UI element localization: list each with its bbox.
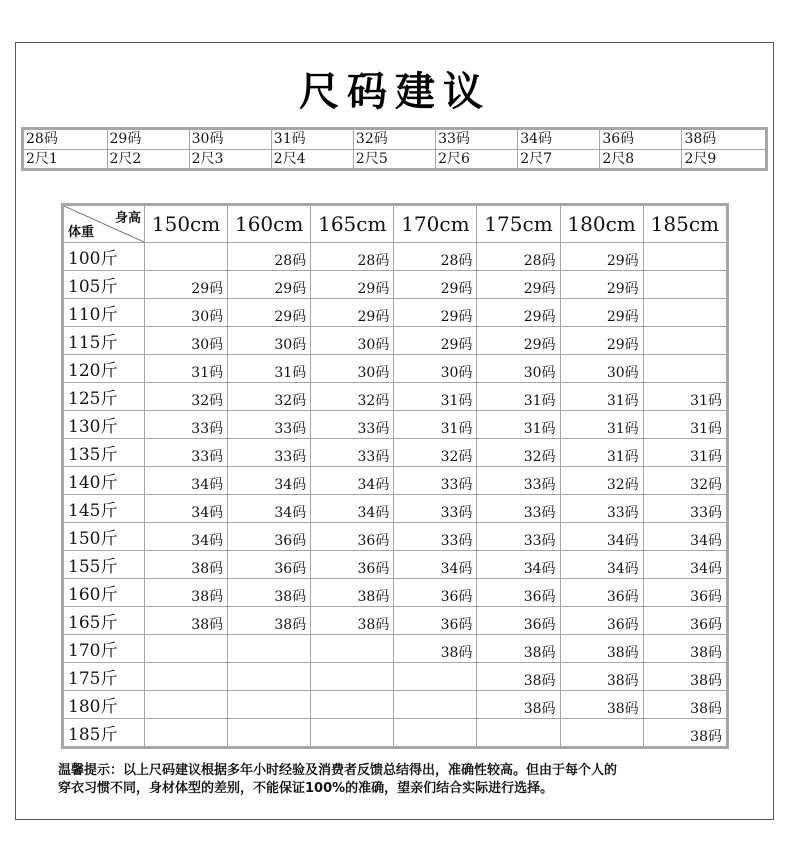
weight-row: [63, 551, 728, 579]
waist-cell: 2尺8: [600, 149, 682, 170]
size-cell: 36码: [311, 551, 394, 579]
size-cell: 38码: [394, 635, 477, 663]
size-cell: 30码: [145, 299, 228, 327]
waist-row: [23, 149, 767, 170]
weight-cell: 160斤: [63, 579, 145, 607]
height-header-cell: 180cm: [560, 205, 643, 243]
size-cell: 34码: [145, 523, 228, 551]
size-cell: 38码: [477, 663, 560, 691]
size-cell: 30码: [228, 327, 311, 355]
size-cell: [394, 691, 477, 719]
size-cell: [145, 663, 228, 691]
size-cell: 33码: [643, 495, 727, 523]
size-code-row: [23, 129, 767, 150]
size-cell: 33码: [560, 495, 643, 523]
size-cell: 31码: [145, 355, 228, 383]
tips-line-1: 温馨提示：以上尺码建议根据多年小时经验及消费者反馈总结得出，准确性较高。但由于每个人的: [58, 763, 618, 778]
height-axis-label: 身高: [114, 211, 141, 226]
weight-cell: 135斤: [63, 439, 145, 467]
size-cell: 29码: [560, 299, 643, 327]
size-cell: 34码: [311, 467, 394, 495]
size-cell: 34码: [560, 523, 643, 551]
waist-cell: 2尺2: [107, 149, 189, 170]
tips-note: [58, 762, 748, 798]
waist-cell: 2尺5: [353, 149, 435, 170]
size-cell: 32码: [145, 383, 228, 411]
size-cell: 33码: [477, 495, 560, 523]
weight-cell: 170斤: [63, 635, 145, 663]
size-cell: 28码: [311, 243, 394, 271]
size-cell: [311, 719, 394, 748]
weight-row: [63, 719, 728, 748]
height-header-cell: 170cm: [394, 205, 477, 243]
size-cell: 38码: [145, 551, 228, 579]
size-cell: 29码: [311, 299, 394, 327]
size-cell: [394, 663, 477, 691]
size-cell: 31码: [394, 383, 477, 411]
size-cell: [560, 719, 643, 748]
size-cell: 31码: [560, 439, 643, 467]
size-cell: 31码: [394, 411, 477, 439]
size-cell: 29码: [477, 299, 560, 327]
size-cell: 33码: [394, 523, 477, 551]
weight-row: [63, 355, 728, 383]
size-cell: 33码: [145, 411, 228, 439]
corner-header-cell: [63, 205, 145, 243]
height-header-cell: 150cm: [145, 205, 228, 243]
weight-cell: 120斤: [63, 355, 145, 383]
size-conversion-table: [21, 127, 768, 171]
size-cell: 32码: [394, 439, 477, 467]
weight-cell: 130斤: [63, 411, 145, 439]
size-code-cell: 30码: [189, 129, 271, 150]
size-cell: [643, 243, 727, 271]
weight-row: [63, 383, 728, 411]
weight-row: [63, 299, 728, 327]
size-cell: 31码: [560, 411, 643, 439]
weight-row: [63, 523, 728, 551]
size-cell: 34码: [228, 495, 311, 523]
size-cell: 38码: [228, 607, 311, 635]
size-cell: 38码: [643, 635, 727, 663]
weight-row: [63, 635, 728, 663]
size-cell: 29码: [477, 327, 560, 355]
size-cell: 33码: [311, 439, 394, 467]
size-cell: 31码: [643, 383, 727, 411]
size-cell: 36码: [477, 607, 560, 635]
size-cell: 34码: [145, 467, 228, 495]
size-cell: [643, 299, 727, 327]
waist-cell: 2尺3: [189, 149, 271, 170]
size-cell: [228, 663, 311, 691]
size-cell: 34码: [643, 551, 727, 579]
size-cell: [643, 355, 727, 383]
size-cell: 38码: [643, 663, 727, 691]
size-code-cell: 34码: [518, 129, 600, 150]
size-cell: 30码: [311, 355, 394, 383]
size-cell: 31码: [643, 439, 727, 467]
size-cell: 29码: [145, 271, 228, 299]
size-cell: [228, 635, 311, 663]
size-cell: 36码: [228, 551, 311, 579]
size-cell: [228, 719, 311, 748]
size-cell: [311, 691, 394, 719]
size-cell: 34码: [311, 495, 394, 523]
weight-cell: 165斤: [63, 607, 145, 635]
size-cell: [145, 635, 228, 663]
size-cell: 31码: [477, 383, 560, 411]
weight-cell: 125斤: [63, 383, 145, 411]
weight-cell: 155斤: [63, 551, 145, 579]
size-cell: [145, 719, 228, 748]
size-code-cell: 31码: [271, 129, 353, 150]
size-cell: 36码: [228, 523, 311, 551]
size-cell: 28码: [477, 243, 560, 271]
size-code-cell: 32码: [353, 129, 435, 150]
size-cell: 34码: [560, 551, 643, 579]
size-cell: 29码: [228, 299, 311, 327]
size-cell: 32码: [560, 467, 643, 495]
size-cell: 36码: [560, 579, 643, 607]
size-cell: 28码: [228, 243, 311, 271]
size-cell: 32码: [477, 439, 560, 467]
size-cell: 38码: [228, 579, 311, 607]
weight-row: [63, 607, 728, 635]
size-cell: 32码: [643, 467, 727, 495]
size-cell: 32码: [228, 383, 311, 411]
size-cell: 38码: [477, 635, 560, 663]
weight-cell: 185斤: [63, 719, 145, 748]
size-cell: 36码: [643, 579, 727, 607]
size-cell: 38码: [560, 691, 643, 719]
size-cell: 29码: [477, 271, 560, 299]
size-cell: 33码: [477, 467, 560, 495]
size-cell: 34码: [145, 495, 228, 523]
height-header-cell: 165cm: [311, 205, 394, 243]
size-cell: 31码: [228, 355, 311, 383]
weight-cell: 140斤: [63, 467, 145, 495]
size-cell: [643, 271, 727, 299]
size-cell: 29码: [560, 271, 643, 299]
weight-cell: 145斤: [63, 495, 145, 523]
size-cell: 29码: [394, 299, 477, 327]
size-cell: 38码: [145, 579, 228, 607]
size-cell: 33码: [145, 439, 228, 467]
size-cell: 38码: [643, 691, 727, 719]
height-header-cell: 160cm: [228, 205, 311, 243]
size-cell: [311, 663, 394, 691]
size-cell: 31码: [643, 411, 727, 439]
size-cell: 36码: [394, 607, 477, 635]
size-cell: 38码: [643, 719, 727, 748]
weight-cell: 150斤: [63, 523, 145, 551]
size-cell: [477, 719, 560, 748]
size-cell: 34码: [228, 467, 311, 495]
size-cell: 36码: [560, 607, 643, 635]
waist-cell: 2尺6: [436, 149, 518, 170]
weight-axis-label: 体重: [68, 225, 95, 240]
size-code-cell: 36码: [600, 129, 682, 150]
size-cell: 30码: [311, 327, 394, 355]
weight-row: [63, 327, 728, 355]
height-header-cell: 185cm: [643, 205, 727, 243]
size-recommendation-table: [61, 203, 729, 749]
size-cell: 29码: [228, 271, 311, 299]
size-cell: 29码: [394, 327, 477, 355]
weight-row: [63, 439, 728, 467]
weight-row: [63, 663, 728, 691]
weight-cell: 175斤: [63, 663, 145, 691]
size-cell: [228, 691, 311, 719]
tips-line-2: 穿衣习惯不同，身材体型的差别，不能保证100%的准确，望亲们结合实际进行选择。: [58, 781, 554, 796]
size-code-cell: 28码: [23, 129, 108, 150]
size-cell: [394, 719, 477, 748]
height-header-row: [63, 205, 728, 243]
size-cell: 36码: [477, 579, 560, 607]
size-cell: 29码: [560, 327, 643, 355]
weight-row: [63, 271, 728, 299]
size-code-cell: 33码: [436, 129, 518, 150]
size-cell: 38码: [311, 607, 394, 635]
height-header-cell: 175cm: [477, 205, 560, 243]
size-cell: 33码: [228, 411, 311, 439]
size-cell: 38码: [145, 607, 228, 635]
size-cell: 31码: [477, 411, 560, 439]
weight-cell: 180斤: [63, 691, 145, 719]
size-cell: 31码: [560, 383, 643, 411]
size-cell: 38码: [560, 663, 643, 691]
size-cell: 29码: [394, 271, 477, 299]
weight-cell: 110斤: [63, 299, 145, 327]
weight-row: [63, 579, 728, 607]
waist-cell: 2尺7: [518, 149, 600, 170]
weight-row: [63, 467, 728, 495]
page-title: 尺码建议: [299, 69, 491, 115]
size-cell: 29码: [560, 243, 643, 271]
weight-row: [63, 411, 728, 439]
size-cell: 34码: [394, 551, 477, 579]
size-code-cell: 38码: [682, 129, 767, 150]
size-cell: [145, 691, 228, 719]
size-cell: 34码: [477, 551, 560, 579]
size-cell: [643, 327, 727, 355]
size-cell: 29码: [311, 271, 394, 299]
size-cell: 36码: [311, 523, 394, 551]
waist-cell: 2尺1: [23, 149, 108, 170]
size-cell: [311, 635, 394, 663]
size-cell: [145, 243, 228, 271]
size-cell: 33码: [394, 495, 477, 523]
size-cell: 33码: [477, 523, 560, 551]
size-cell: 30码: [394, 355, 477, 383]
size-cell: 28码: [394, 243, 477, 271]
weight-cell: 115斤: [63, 327, 145, 355]
size-cell: 32码: [311, 383, 394, 411]
weight-row: [63, 243, 728, 271]
size-code-cell: 29码: [107, 129, 189, 150]
size-cell: 36码: [643, 607, 727, 635]
weight-row: [63, 495, 728, 523]
weight-cell: 105斤: [63, 271, 145, 299]
size-cell: 33码: [394, 467, 477, 495]
size-cell: 33码: [311, 411, 394, 439]
weight-cell: 100斤: [63, 243, 145, 271]
weight-row: [63, 691, 728, 719]
size-cell: 30码: [145, 327, 228, 355]
waist-cell: 2尺9: [682, 149, 767, 170]
size-cell: 33码: [228, 439, 311, 467]
size-cell: 38码: [311, 579, 394, 607]
size-cell: 38码: [560, 635, 643, 663]
size-cell: 30码: [560, 355, 643, 383]
size-cell: 38码: [477, 691, 560, 719]
size-cell: 36码: [394, 579, 477, 607]
waist-cell: 2尺4: [271, 149, 353, 170]
size-cell: 34码: [643, 523, 727, 551]
size-cell: 30码: [477, 355, 560, 383]
